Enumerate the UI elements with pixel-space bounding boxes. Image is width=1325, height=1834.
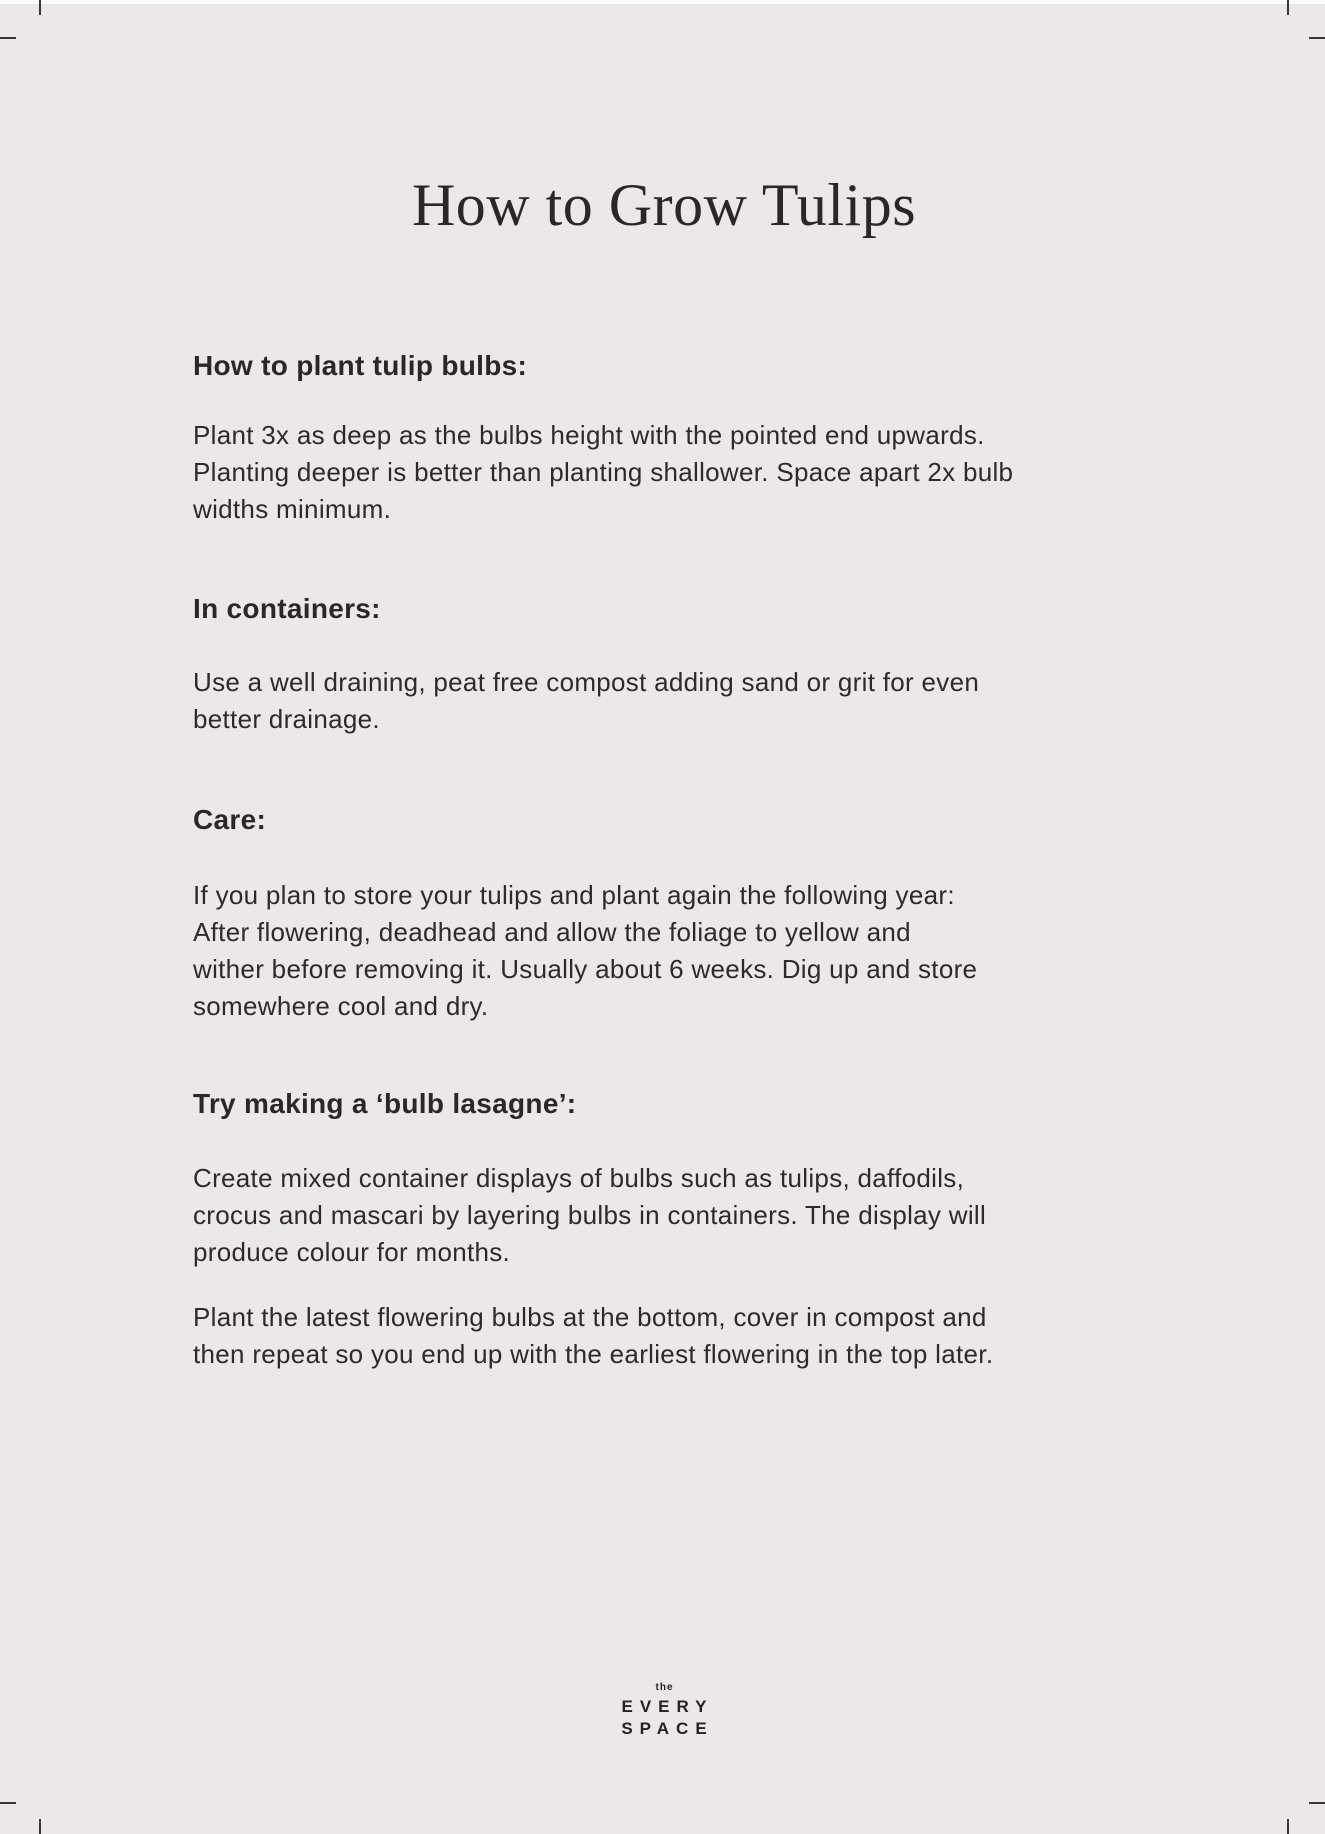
paragraph-planting [193, 417, 1173, 528]
section-heading-how-to-plant: How to plant tulip bulbs: [193, 350, 528, 381]
brand-logo [40, 1682, 1288, 1740]
paragraph-line: Plant the latest flowering bulbs at the bottom, cover in compost and [193, 1302, 987, 1332]
paragraph-care [193, 877, 1173, 1025]
crop-mark-bottom-left-vertical [39, 1819, 41, 1834]
crop-mark-bottom-right-horizontal [1309, 1802, 1325, 1804]
page-top-edge [0, 0, 1325, 4]
paragraph-line: somewhere cool and dry. [193, 991, 489, 1021]
brand-logo-the: the [655, 1682, 674, 1693]
paragraph-line: Create mixed container displays of bulbs such as tulips, daffodils, [193, 1163, 965, 1193]
paragraph-line: widths minimum. [193, 494, 392, 524]
crop-mark-top-left-horizontal [0, 37, 16, 39]
brand-logo-every: EVERY [621, 1697, 714, 1716]
paragraph-lasagne-method [193, 1299, 1173, 1373]
crop-mark-top-right-vertical [1287, 0, 1289, 15]
paragraph-line: produce colour for months. [193, 1237, 511, 1267]
brand-logo-space: SPACE [621, 1719, 714, 1738]
section-heading-care: Care: [193, 804, 267, 835]
crop-mark-bottom-left-horizontal [0, 1802, 16, 1804]
paragraph-lasagne-intro [193, 1160, 1173, 1271]
paragraph-line: better drainage. [193, 704, 380, 734]
paragraph-line: then repeat so you end up with the earliest flowering in the top later. [193, 1339, 994, 1369]
paragraph-line: If you plan to store your tulips and plant again the following year: [193, 880, 955, 910]
page-title: How to Grow Tulips [411, 172, 917, 238]
section-heading-bulb-lasagne: Try making a ‘bulb lasagne’: [193, 1088, 577, 1119]
paragraph-line: Use a well draining, peat free compost adding sand or grit for even [193, 667, 980, 697]
paragraph-line: wither before removing it. Usually about 6 weeks. Dig up and store [193, 954, 978, 984]
paragraph-line: After flowering, deadhead and allow the foliage to yellow and [193, 917, 911, 947]
crop-mark-bottom-right-vertical [1287, 1819, 1289, 1834]
paragraph-line: crocus and mascari by layering bulbs in containers. The display will [193, 1200, 987, 1230]
crop-mark-top-left-vertical [39, 0, 41, 15]
paragraph-containers [193, 664, 1173, 738]
section-heading-in-containers: In containers: [193, 593, 381, 624]
crop-mark-top-right-horizontal [1309, 37, 1325, 39]
paragraph-line: Planting deeper is better than planting shallower. Space apart 2x bulb [193, 457, 1014, 487]
paragraph-line: Plant 3x as deep as the bulbs height with the pointed end upwards. [193, 420, 985, 450]
